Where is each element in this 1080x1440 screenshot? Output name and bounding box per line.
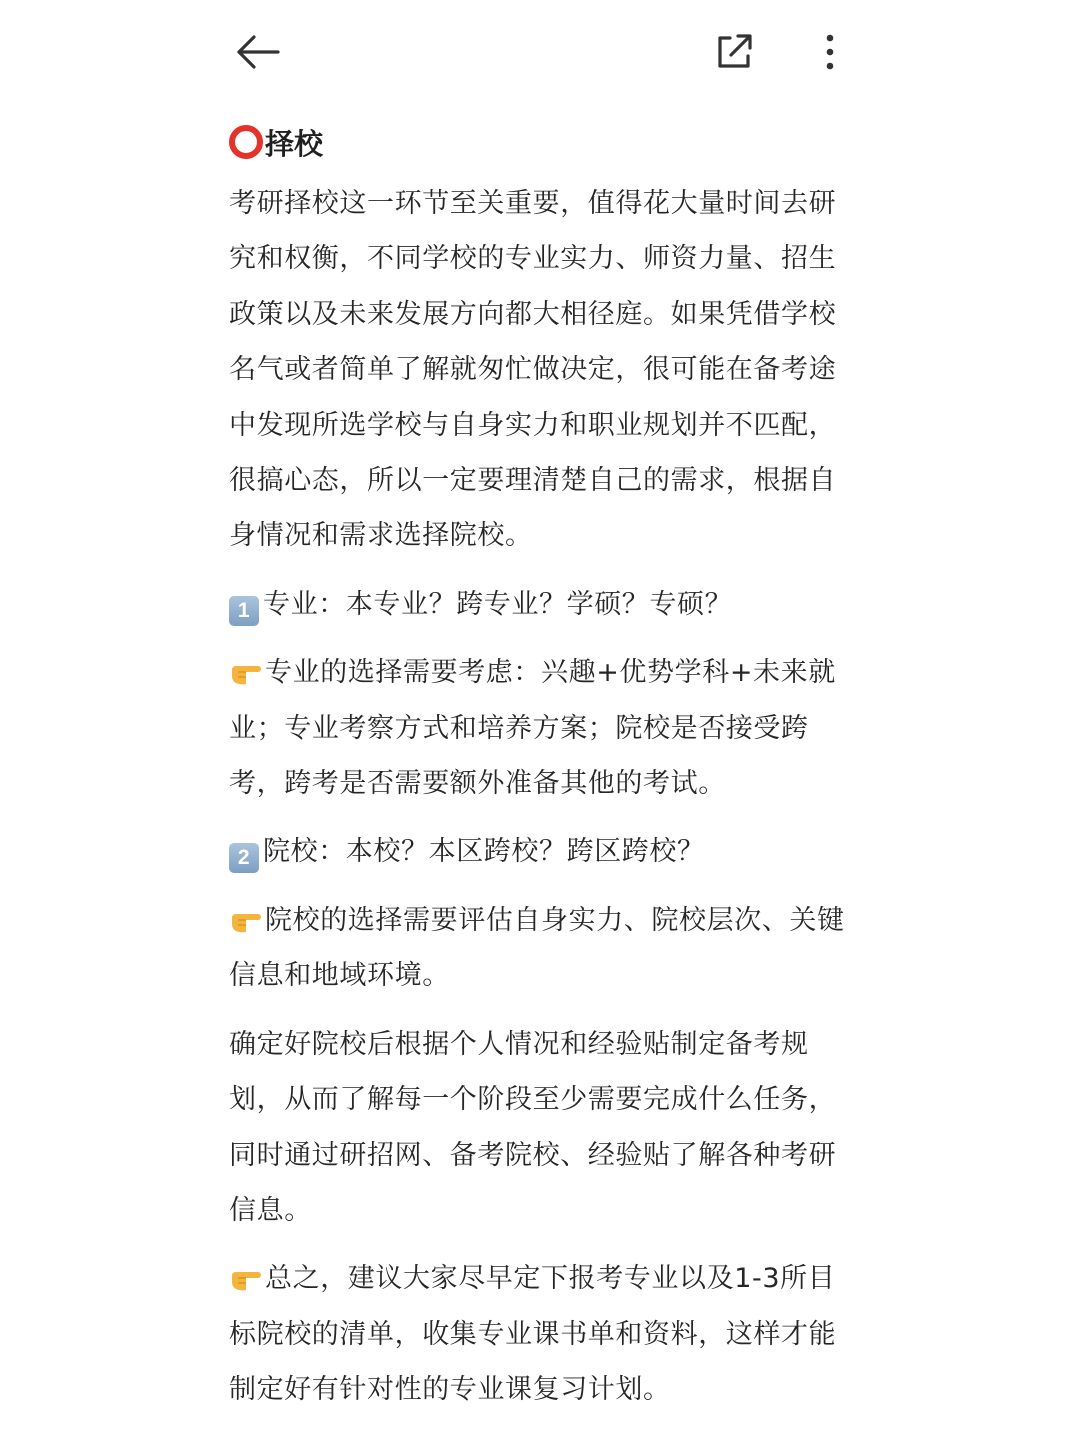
arrow-left-icon — [234, 34, 282, 70]
intro-paragraph: 考研择校这一环节至关重要，值得花大量时间去研究和权衡，不同学校的专业实力、师资力量、招生政策以及未来发展方向都大相径庭。如果凭借学校名气或者简单了解就匆忙做决定，很可能在备考途中发现所选学校与自身实力和职业规划并不匹配，很搞心态，所以一定要理清楚自己的需求，根据自身情况和需求选择院校。 — [229, 188, 837, 552]
back-button[interactable] — [230, 26, 286, 78]
summary-body: 总之，建议大家尽早定下报考专业以及1-3所目标院校的清单，收集专业课书单和资料，这样才能制定好有针对性的专业课复习计划。 — [229, 1263, 837, 1406]
note-content — [229, 112, 859, 1431]
section1-body: 专业的选择需要考虑：兴趣+优势学科+未来就业；专业考察方式和培养方案；院校是否接受跨考，跨考是否需要额外准备其他的考试。 — [229, 657, 836, 800]
section2-heading — [229, 824, 859, 879]
section1-paragraph — [229, 645, 859, 811]
pointing-hand-icon — [229, 657, 263, 687]
pointing-hand-icon — [229, 905, 263, 935]
pointing-hand-icon — [229, 1263, 263, 1293]
post-title-text: 择校 — [265, 126, 324, 161]
section1-title: 专业：本专业？跨专业？学硕？专硕？ — [263, 588, 733, 620]
share-button[interactable] — [708, 26, 760, 78]
plan-paragraph: 确定好院校后根据个人情况和经验贴制定备考规划，从而了解每一个阶段至少需要完成什么任务，同时通过研招网、备考院校、经验贴了解各种考研信息。 — [229, 1028, 837, 1226]
section2-paragraph — [229, 893, 859, 1004]
more-vertical-icon — [824, 32, 836, 72]
share-external-icon — [714, 32, 754, 72]
section1-heading — [229, 577, 859, 632]
section2-body: 院校的选择需要评估自身实力、院校层次、关键信息和地域环境。 — [229, 904, 845, 992]
summary-paragraph — [229, 1251, 859, 1417]
top-bar — [0, 0, 1080, 104]
red-ring-icon — [229, 125, 263, 159]
keycap-one-icon: 1 — [229, 596, 259, 626]
keycap-two-icon: 2 — [229, 843, 259, 873]
more-button[interactable] — [808, 26, 852, 78]
section2-title: 院校：本校？本区跨校？跨区跨校？ — [263, 836, 705, 868]
post-title — [229, 112, 859, 172]
